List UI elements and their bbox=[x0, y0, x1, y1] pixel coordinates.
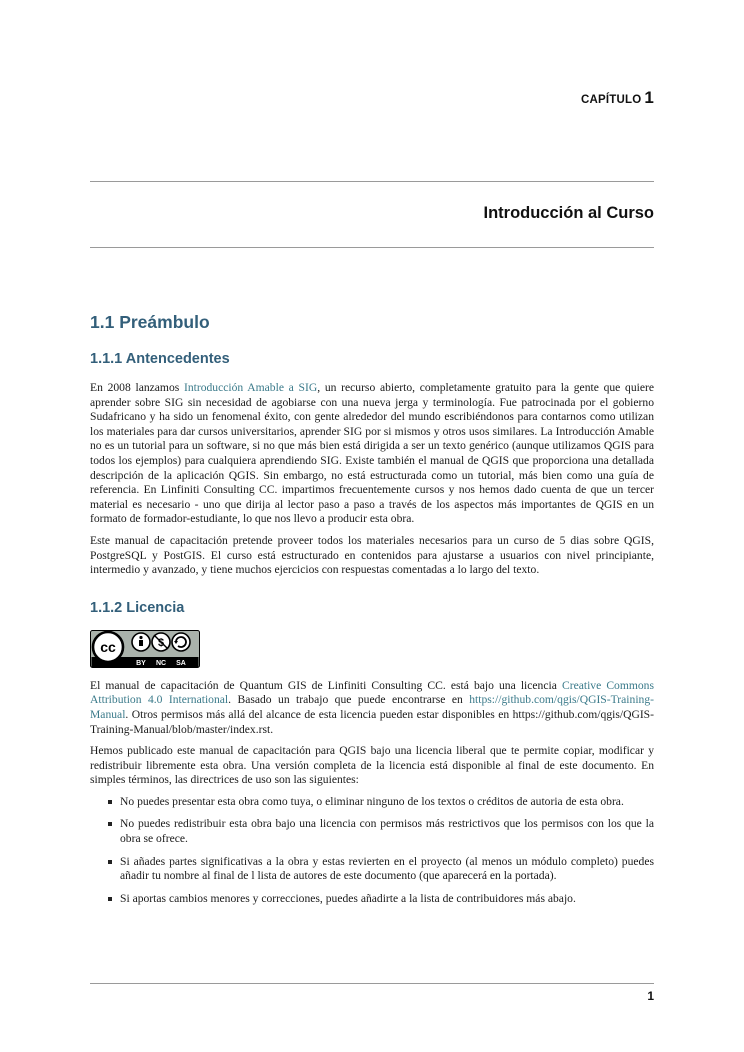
text-run: . bbox=[270, 722, 274, 736]
antecedentes-paragraph-1 bbox=[90, 381, 654, 527]
link-introduccion-amable[interactable]: Introducción Amable a SIG bbox=[183, 381, 318, 394]
bullet bbox=[108, 860, 112, 864]
chapter-label bbox=[581, 88, 654, 108]
list-item bbox=[120, 892, 654, 907]
list-item bbox=[120, 855, 654, 884]
text-run: , un recurso abierto, completamente gratuito para la gente que quiere aprender sobre SIG sin necesidad de agobiarse con una nueva jerga y terminología. Fue patrocinada por el gobierno Sudafricano y ha sido un fenomenal éxito, con gente alrededor del mundo escribiéndonos para contarnos como utilizan los materiales para dar cursos universitarios, aprender SIG por si mismos y otros usos similares. La Introducción Amable no es un tutorial para un software, si no que más bien está dirigida a ser un texto genérico (aunque utilizamos QGIS para todos los ejemplos) para cualquiera aprendiendo SIG. Existe también el manual de QGIS que proporciona una detallada descripción de la aplicación QGIS. Sin embargo, no está estructurada como un tutorial, más bien como una guía de referencia. En Linfiniti Consulting CC. impartimos frecuentemente cursos y nos hemos dado cuenta de que un tercer material es necesario - uno que dirija al lector paso a paso a través de los aspectos más importantes de QGIS en un formato de formador-estudiante, lo que nos llevo a producir esta obra. bbox=[90, 381, 654, 526]
link-github-training-manual[interactable]: https://github.com/qgis/QGIS-Training-Manual bbox=[90, 693, 654, 721]
link-creative-commons[interactable]: Creative Commons Attribution 4.0 International bbox=[90, 678, 654, 707]
list-item bbox=[120, 795, 654, 810]
text-run: En 2008 lanzamos bbox=[90, 381, 184, 394]
bullet bbox=[108, 800, 112, 804]
cc-letters: cc bbox=[100, 638, 116, 655]
list-item-text: No puedes presentar esta obra como tuya, o eliminar ninguno de los textos o créditos de autoria de esta obra. bbox=[120, 794, 624, 808]
list-item-text: Si aportas cambios menores y correcciones, puedes añadirte a la lista de contribuidores más abajo. bbox=[120, 891, 576, 905]
list-item-text: No puedes redistribuir esta obra bajo una licencia con permisos más restrictivos que los permisos con los que la obra se ofrece. bbox=[120, 817, 654, 846]
subsection-heading-licencia: 1.1.2 Licencia bbox=[90, 599, 185, 616]
page-number: 1 bbox=[647, 989, 654, 1003]
bottom-rule bbox=[90, 247, 654, 248]
text-run: . Basado un trabajo que puede encontrarse en bbox=[228, 693, 470, 707]
licencia-paragraph-2: Hemos publicado este manual de capacitación para QGIS bajo una licencia liberal que te permite copiar, modificar y redistribuir libremente esta obra. Una versión completa de la licencia está disponible al final de este documento. En simples términos, las directrices de uso son las siguientes: bbox=[90, 744, 654, 787]
top-rule bbox=[90, 181, 654, 182]
cc-by-nc-sa-badge bbox=[90, 630, 200, 668]
list-item-text: Si añades partes significativas a la obra y estas revierten en el proyecto (al menos un módulo completo) puedes añadir tu nombre al final de l lista de autores de este documento (que aparecerá en la portada). bbox=[120, 854, 654, 883]
list-item bbox=[120, 817, 654, 846]
text-run: . Otros permisos más allá del alcance de esta licencia pueden estar disponibles en bbox=[125, 707, 513, 721]
text-run: El manual de capacitación de Quantum GIS de Linfiniti Consulting CC. está bajo una licencia bbox=[90, 678, 562, 692]
chapter-number: 1 bbox=[644, 88, 654, 107]
svg-text:$: $ bbox=[157, 636, 165, 649]
main-content bbox=[90, 312, 654, 914]
by-label: BY bbox=[136, 659, 146, 667]
licencia-paragraph-1 bbox=[90, 679, 654, 737]
sa-label: SA bbox=[176, 659, 186, 667]
nc-label: NC bbox=[155, 659, 167, 667]
chapter-word: CAPÍTULO bbox=[580, 94, 642, 106]
subsection-heading-antecedentes: 1.1.1 Antencedentes bbox=[90, 351, 230, 367]
link-github-index[interactable]: https://github.com/qgis/QGIS-Training-Manual/blob/master/index.rst bbox=[90, 707, 654, 736]
section-heading: 1.1 Preámbulo bbox=[90, 312, 210, 332]
bullet bbox=[108, 897, 112, 901]
bullet bbox=[108, 822, 112, 826]
license-rules-list bbox=[90, 795, 654, 907]
chapter-title: Introducción al Curso bbox=[483, 204, 654, 222]
antecedentes-paragraph-2: Este manual de capacitación pretende proveer todos los materiales necesarios para un curso de 5 dias sobre QGIS, PostgreSQL y PostGIS. El curso está estructurado en contenidos para ajustarse a usuarios con nivel principiante, intermedio y avanzado, y tiene muchos ejercicios con respuestas comentadas a lo largo del texto. bbox=[90, 533, 654, 577]
footer-rule bbox=[90, 983, 654, 984]
